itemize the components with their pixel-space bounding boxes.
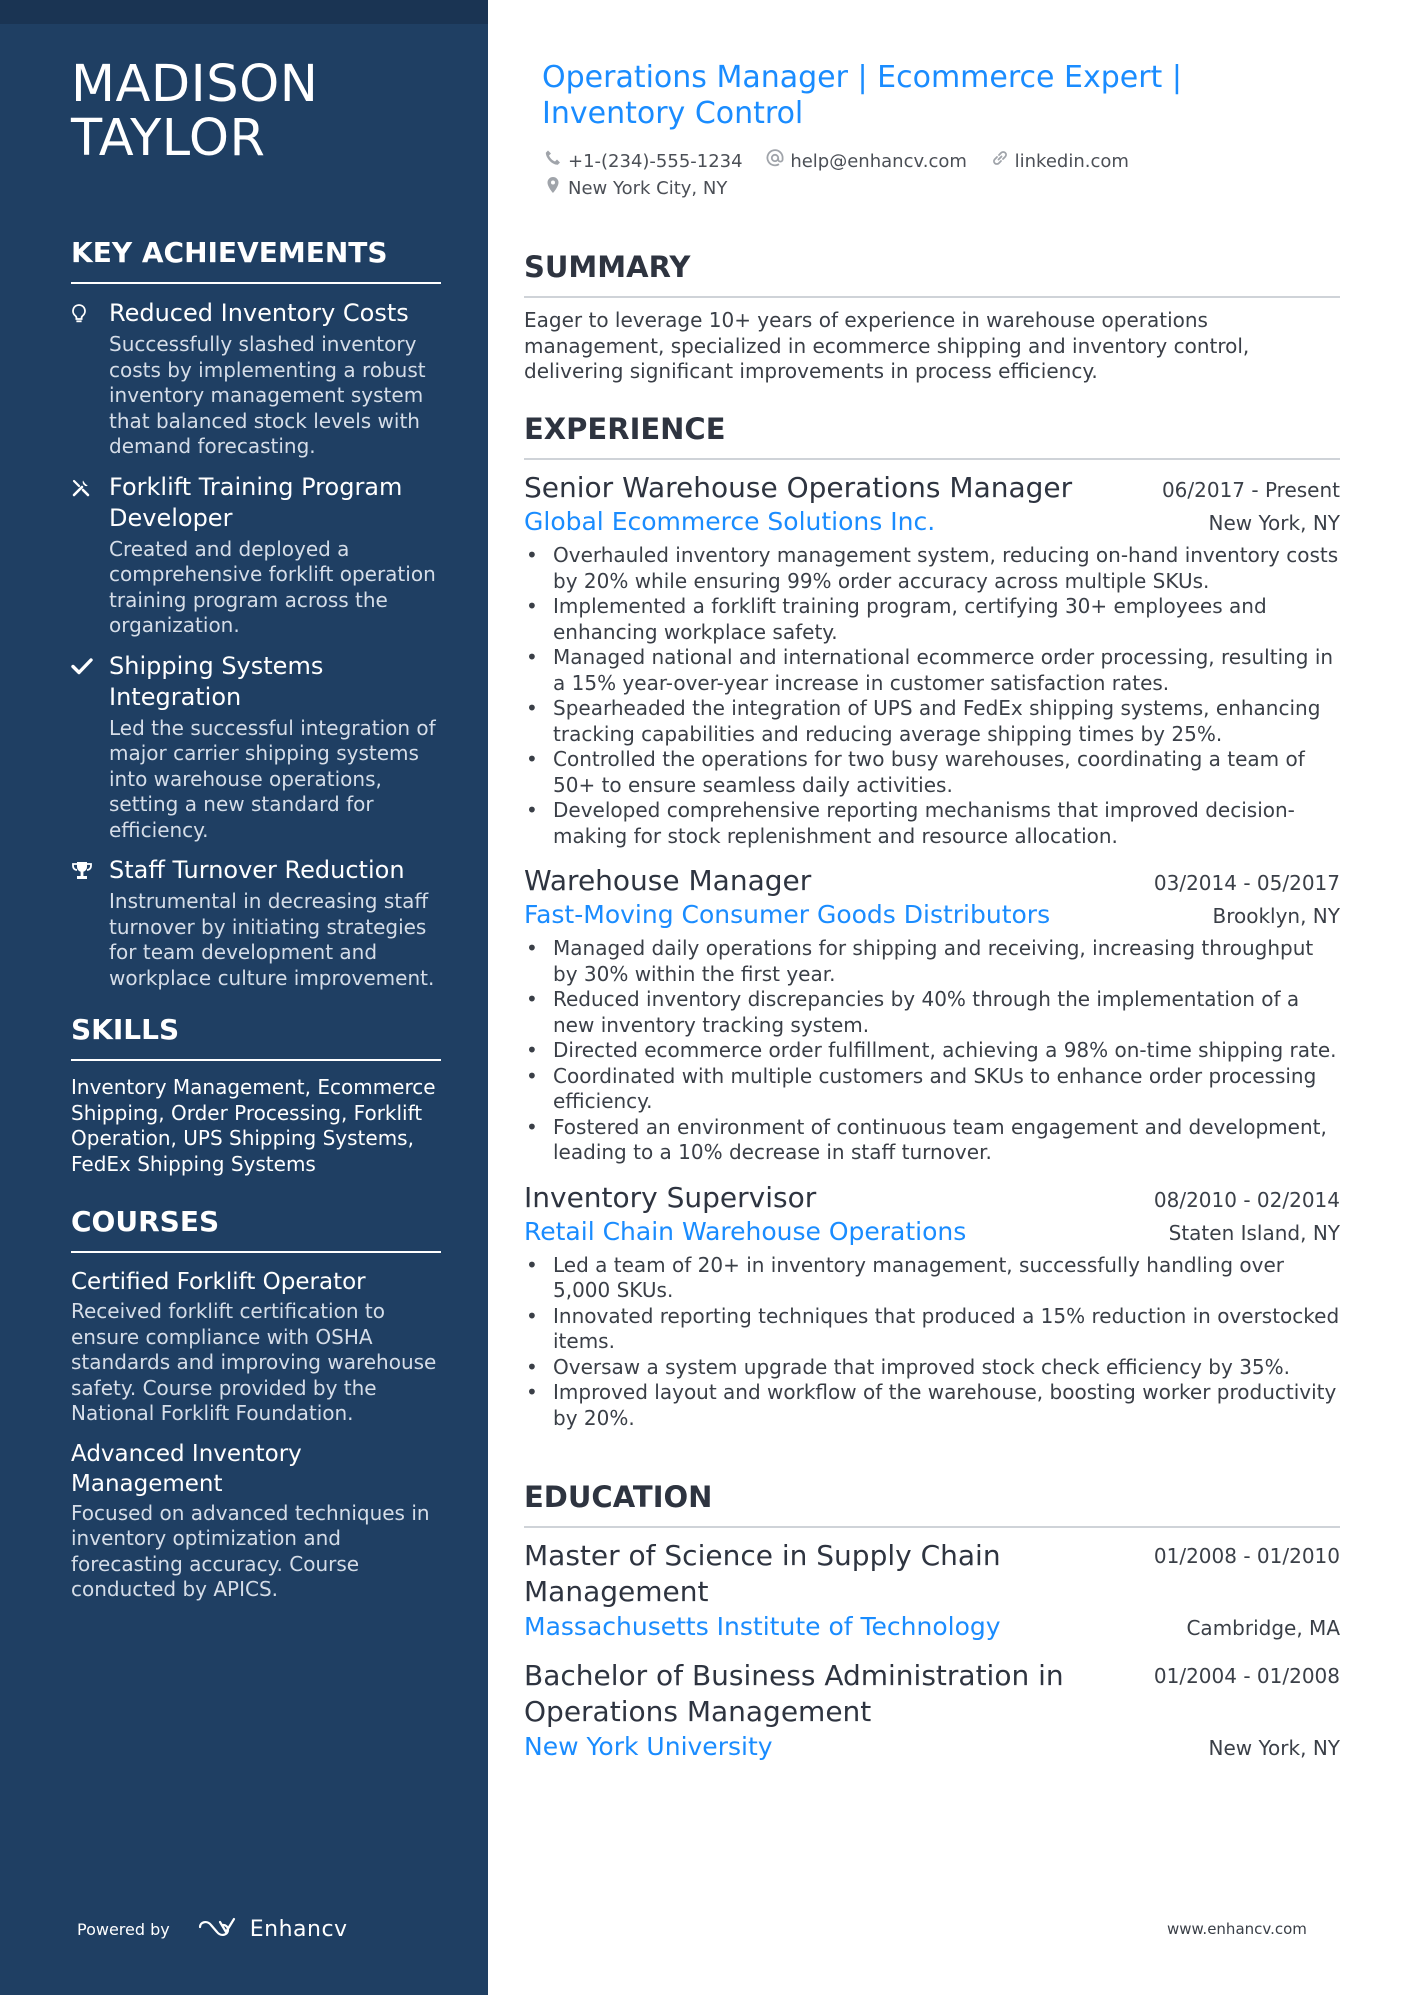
job-entry	[524, 863, 1340, 1166]
job-bullets	[524, 543, 1340, 849]
education-entry	[524, 1538, 1340, 1644]
degree-title: Master of Science in Supply Chain Management	[524, 1539, 1001, 1608]
job-dates: 03/2014 - 05/2017	[1153, 871, 1340, 895]
education-dates: 01/2004 - 01/2008	[1153, 1664, 1340, 1688]
experience-section	[524, 412, 1340, 1445]
experience-heading: EXPERIENCE	[524, 412, 1340, 460]
bullet-item: • Developed comprehensive reporting mechanisms that improved decision-making for stock replenishment and resource allocation.	[524, 798, 1340, 849]
at-icon	[766, 148, 790, 175]
candidate-name	[71, 55, 441, 168]
brand-name: Enhancv	[249, 1916, 348, 1942]
sidebar-content	[71, 55, 441, 1615]
location-text: New York City, NY	[568, 178, 728, 199]
course-description: Received forklift certification to ensure compliance with OSHA standards and improving warehouse safety. Course provided by the National Forklift Foundation.	[71, 1299, 437, 1425]
course-description: Focused on advanced techniques in inventory optimization and forecasting accuracy. Course conducted by APICS.	[71, 1500, 430, 1601]
bullet-item: • Implemented a forklift training program, certifying 30+ employees and enhancing workplace safety.	[524, 594, 1340, 645]
job-location: Brooklyn, NY	[1212, 904, 1340, 928]
job-location: Staten Island, NY	[1168, 1220, 1340, 1245]
achievement-description: Instrumental in decreasing staff turnover by initiating strategies for team development and workplace culture improvement.	[109, 889, 435, 990]
bullet-item: • Overhauled inventory management system, reducing on-hand inventory costs by 20% while ensuring 99% order accuracy across multiple SKUs.	[524, 543, 1340, 594]
summary-section	[524, 250, 1340, 385]
powered-by	[77, 1915, 348, 1943]
phone-icon	[544, 148, 568, 175]
location-pin-icon	[544, 175, 568, 202]
contact-info	[544, 148, 1334, 202]
courses-heading: COURSES	[71, 1205, 441, 1253]
summary-text: Eager to leverage 10+ years of experience in warehouse operations management, specialized in ecommerce shipping and inventory control, delivering significant improvements in process efficiency.	[524, 308, 1250, 383]
company-name: Global Ecommerce Solutions Inc.	[524, 507, 936, 536]
trophy-icon	[71, 855, 109, 881]
achievement-title: Shipping Systems Integration	[109, 651, 324, 711]
bullet-item: • Fostered an environment of continuous team engagement and development, leading to a 10% decrease in staff turnover.	[524, 1115, 1340, 1166]
achievement-item	[71, 651, 441, 844]
job-entry	[524, 470, 1340, 849]
skills-heading: SKILLS	[71, 1013, 441, 1061]
achievement-title: Forklift Training Program Developer	[109, 472, 403, 532]
email-address: help@enhancv.com	[790, 151, 967, 172]
job-dates: 06/2017 - Present	[1161, 478, 1340, 502]
school-name: New York University	[524, 1732, 773, 1761]
bullet-item: • Managed daily operations for shipping and receiving, increasing throughput by 30% within the first year.	[524, 936, 1340, 987]
job-title: Warehouse Manager	[524, 864, 812, 897]
sidebar-top-bar	[0, 0, 488, 24]
last-name: TAYLOR	[71, 109, 266, 168]
enhancv-logo-icon	[196, 1915, 242, 1943]
course-title: Certified Forklift Operator	[71, 1269, 366, 1295]
tools-icon	[71, 472, 109, 498]
school-name: Massachusetts Institute of Technology	[524, 1612, 1001, 1641]
job-entry	[524, 1180, 1340, 1432]
achievement-item	[71, 472, 441, 639]
achievement-description: Successfully slashed inventory costs by implementing a robust inventory management system that balanced stock levels with demand forecasting.	[109, 332, 426, 458]
degree-title: Bachelor of Business Administration in Operations Management	[524, 1659, 1064, 1728]
achievement-description: Created and deployed a comprehensive forklift operation training program across the organization.	[109, 536, 436, 637]
achievement-item	[71, 298, 441, 460]
achievement-title: Reduced Inventory Costs	[109, 299, 409, 327]
phone-contact	[544, 148, 743, 175]
summary-heading: SUMMARY	[524, 250, 1340, 298]
job-bullets	[524, 1253, 1340, 1432]
link-icon	[991, 148, 1015, 175]
job-title: Inventory Supervisor	[524, 1180, 817, 1214]
phone-number: +1-(234)-555-1234	[568, 151, 743, 172]
course-item	[71, 1267, 441, 1427]
bullet-item: • Reduced inventory discrepancies by 40% through the implementation of a new inventory tracking system.	[524, 987, 1340, 1038]
achievement-item	[71, 855, 441, 991]
location-contact	[544, 175, 727, 202]
lightbulb-icon	[71, 298, 109, 324]
headline: Operations Manager | Ecommerce Expert | Inventory Control	[542, 60, 1182, 131]
company-name: Fast-Moving Consumer Goods Distributors	[524, 900, 1051, 929]
company-name: Retail Chain Warehouse Operations	[524, 1216, 967, 1246]
job-dates: 08/2010 - 02/2014	[1153, 1187, 1340, 1212]
achievements-heading: KEY ACHIEVEMENTS	[71, 236, 441, 284]
skills-list: Inventory Management, Ecommerce Shipping, Order Processing, Forklift Operation, UPS Shipping Systems, FedEx Shipping Systems	[71, 1075, 436, 1176]
course-item	[71, 1439, 441, 1603]
bullet-item: • Directed ecommerce order fulfillment, achieving a 98% on-time shipping rate.	[524, 1038, 1340, 1064]
education-dates: 01/2008 - 01/2010	[1153, 1544, 1340, 1568]
bullet-item: • Improved layout and workflow of the warehouse, boosting worker productivity by 20%.	[524, 1380, 1340, 1431]
check-icon	[71, 651, 109, 675]
bullet-item: • Coordinated with multiple customers and SKUs to enhance order processing efficiency.	[524, 1064, 1340, 1115]
bullet-item: • Led a team of 20+ in inventory management, successfully handling over 5,000 SKUs.	[524, 1253, 1340, 1304]
bullet-item: • Controlled the operations for two busy warehouses, coordinating a team of 50+ to ensure seamless daily activities.	[524, 747, 1340, 798]
powered-by-label: Powered by	[77, 1919, 170, 1939]
bullet-item: • Innovated reporting techniques that produced a 15% reduction in overstocked items.	[524, 1304, 1340, 1355]
linkedin-url: linkedin.com	[1014, 151, 1129, 172]
course-title: Advanced Inventory Management	[71, 1440, 302, 1497]
school-location: Cambridge, MA	[1186, 1616, 1340, 1640]
linkedin-contact[interactable]	[991, 148, 1129, 175]
education-section	[524, 1480, 1340, 1778]
achievement-title: Staff Turnover Reduction	[109, 856, 405, 884]
job-title: Senior Warehouse Operations Manager	[524, 471, 1073, 504]
education-entry	[524, 1658, 1340, 1764]
sidebar	[0, 0, 488, 1995]
email-contact[interactable]	[766, 148, 967, 175]
first-name: MADISON	[71, 55, 319, 114]
school-location: New York, NY	[1208, 1736, 1340, 1760]
job-location: New York, NY	[1208, 511, 1340, 535]
education-heading: EDUCATION	[524, 1480, 1340, 1528]
bullet-item: • Managed national and international ecommerce order processing, resulting in a 15% year-over-year increase in customer satisfaction rates.	[524, 645, 1340, 696]
footer-website[interactable]: www.enhancv.com	[1167, 1920, 1307, 1938]
job-bullets	[524, 936, 1340, 1166]
bullet-item: • Spearheaded the integration of UPS and FedEx shipping systems, enhancing tracking capabilities and reducing average shipping times by 25%.	[524, 696, 1340, 747]
achievement-description: Led the successful integration of major carrier shipping systems into warehouse operations, setting a new standard for efficiency.	[109, 715, 436, 842]
bullet-item: • Oversaw a system upgrade that improved stock check efficiency by 35%.	[524, 1355, 1340, 1381]
